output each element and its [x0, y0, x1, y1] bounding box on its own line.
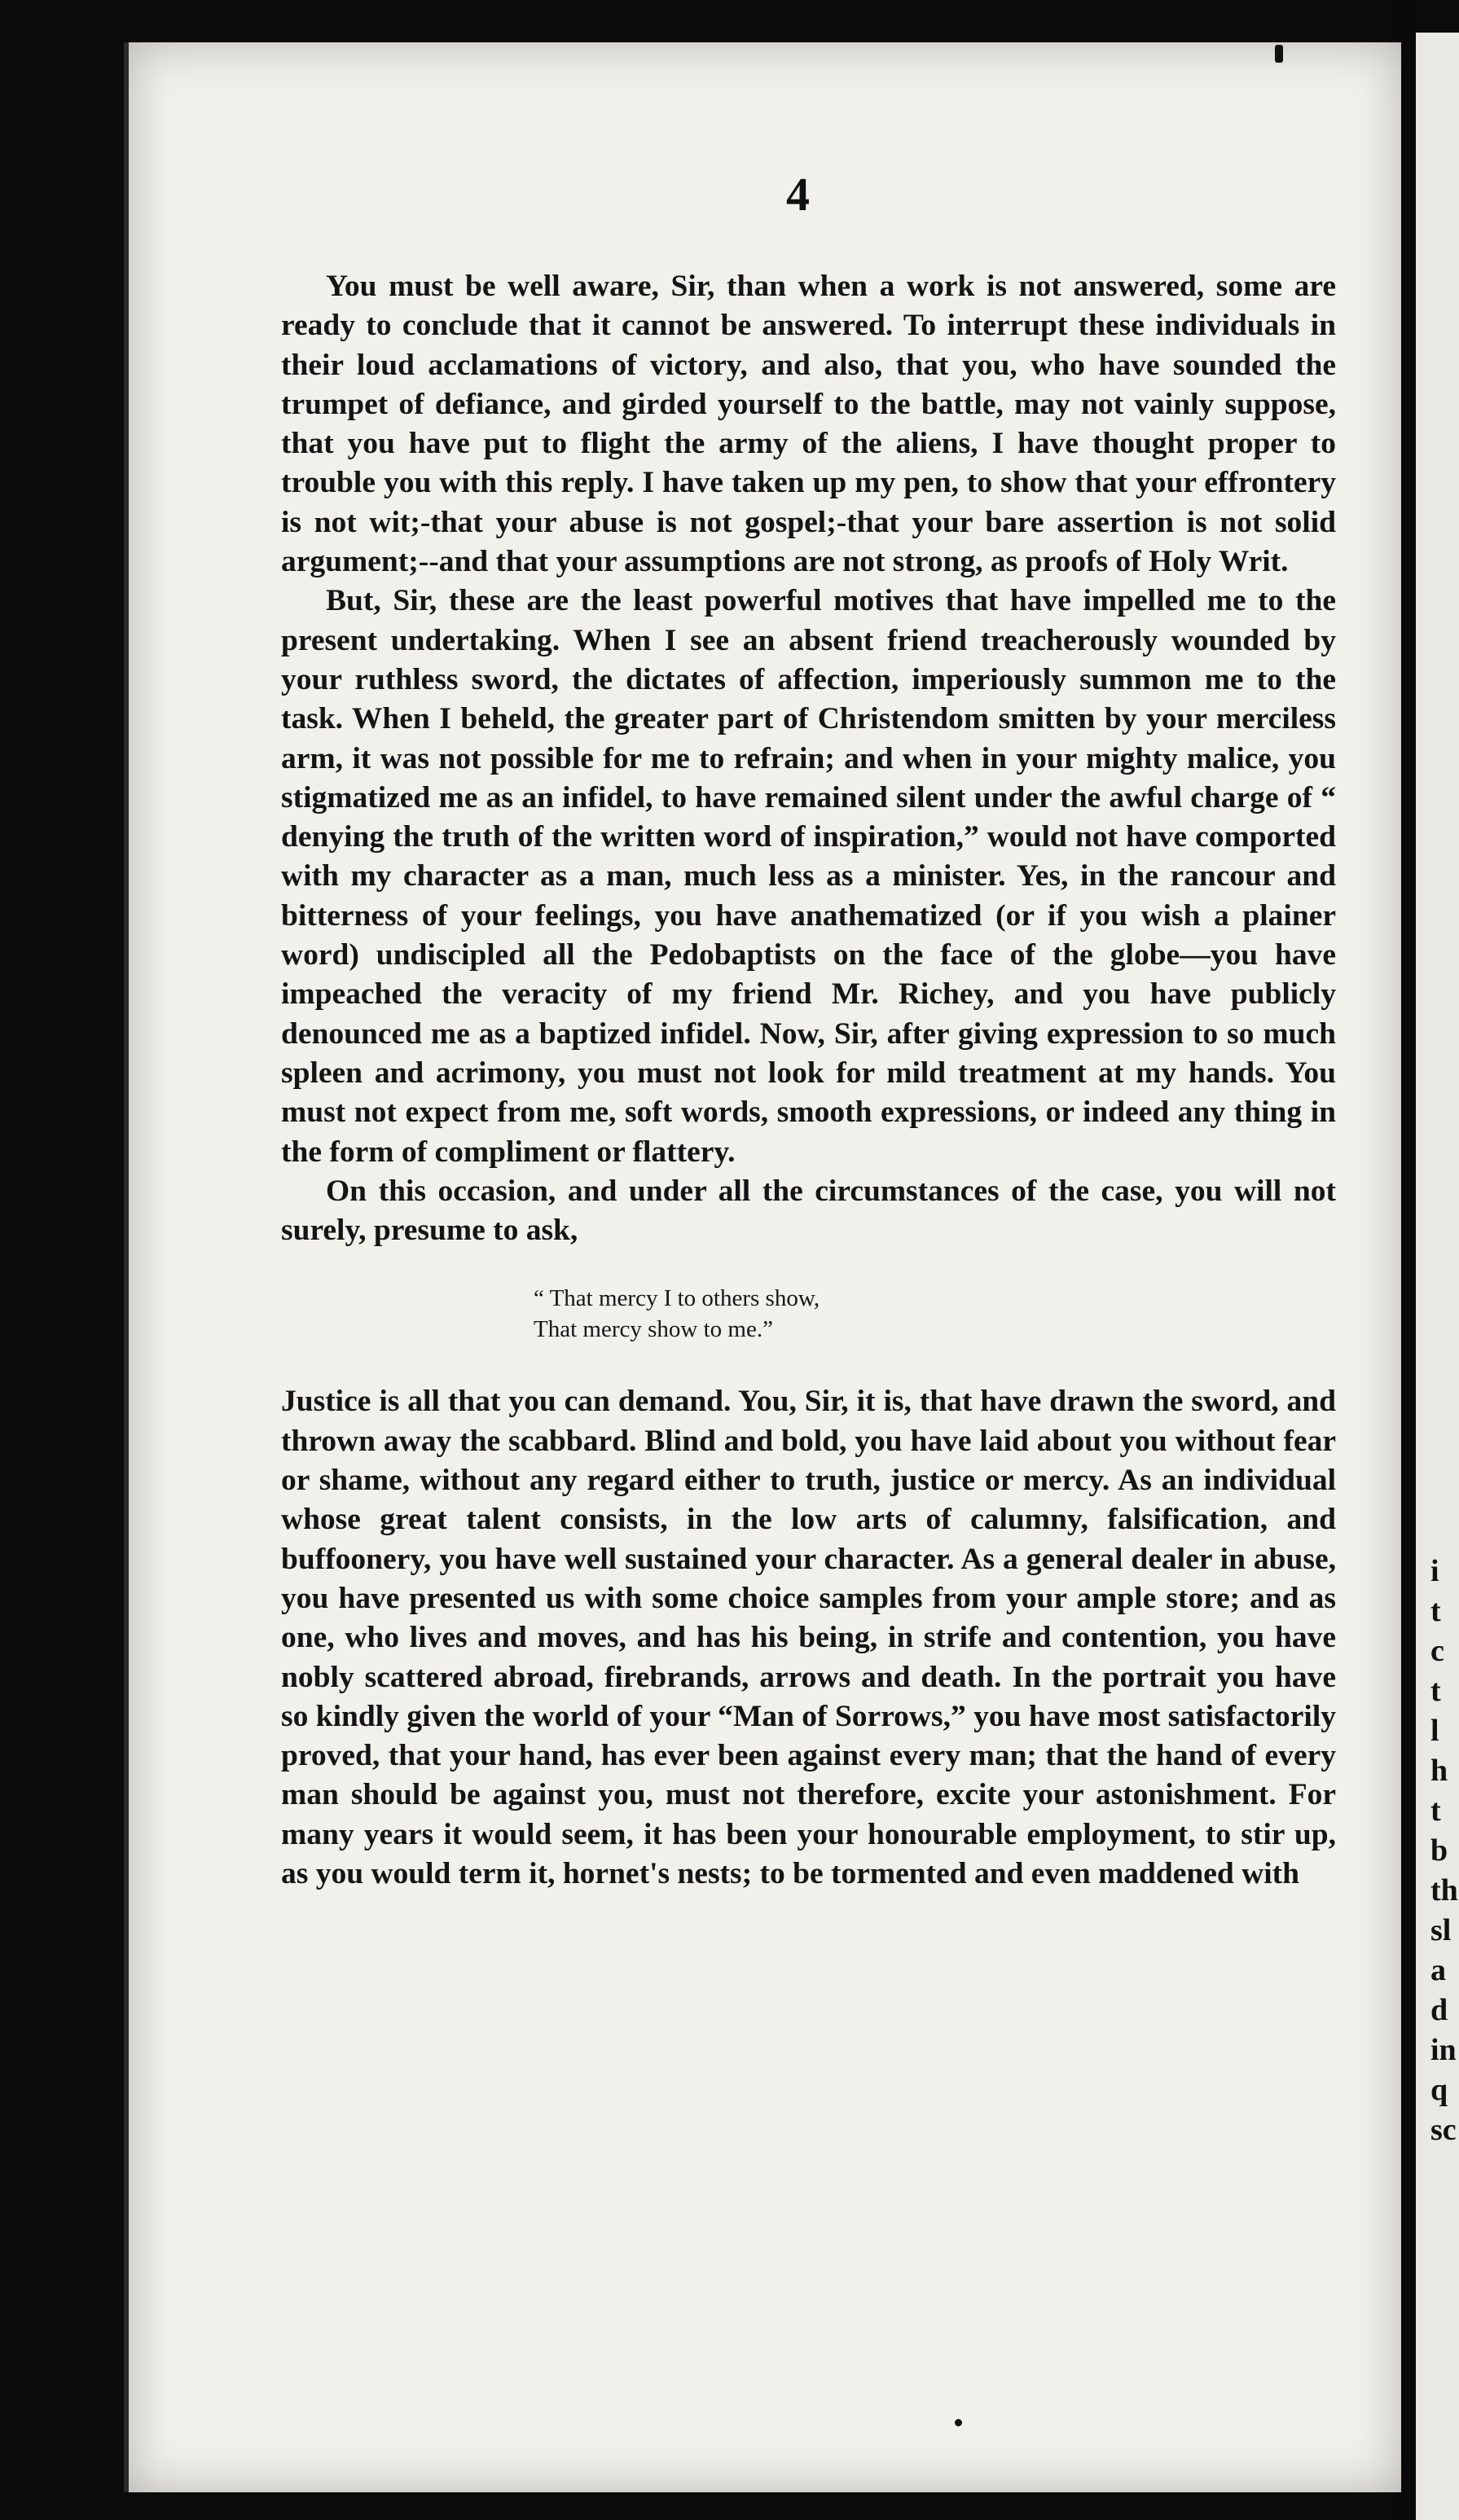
adjacent-page-fragment: d	[1430, 1993, 1448, 2027]
paragraph-1: You must be well aware, Sir, than when a work is not answered, some are ready to conclude that it cannot be answered. To interrupt these individuals in their loud acclamations of victory, and also, that you, who have sounded the trumpet of defiance, and girded yourself to the battle, may not vainly suppose, that you have put to flight the army of the aliens, I have thought proper to trouble you with this reply. I have taken up my pen, to show that your effrontery is not wit;-that your abuse is not gospel;-that your bare assertion is not solid argument;--and that your assumptions are not strong, as proofs of Holy Writ.	[281, 270, 1336, 579]
body-text	[281, 267, 1336, 1894]
adjacent-page-fragment: h	[1430, 1754, 1448, 1788]
adjacent-page-fragment: q	[1430, 2073, 1448, 2107]
verse-quotation	[534, 1283, 1336, 1345]
adjacent-page-fragment: th	[1430, 1873, 1458, 1908]
adjacent-page-fragment: t	[1430, 1594, 1441, 1628]
ink-speck	[1275, 45, 1283, 63]
adjacent-page-fragment: b	[1430, 1833, 1448, 1868]
paragraph-4: Justice is all that you can demand. You, Sir, it is, that have drawn the sword, and thrown away the scabbard. Blind and bold, you have laid about you without fear or shame, without any regard either to truth, justice or mercy. As an individual whose great talent consists, in the low arts of calumny, falsification, and buffoonery, you have well sustained your character. As a general dealer in abuse, you have presented us with some choice samples from your ample store; and as one, who lives and moves, and has his being, in strife and contention, you have nobly scattered abroad, firebrands, arrows and death. In the portrait you have so kindly given the world of your “Man of Sorrows,” you have most satisfactorily proved, that your hand, has ever been against every man; that the hand of every man should be against you, must not therefore, excite your astonishment. For many years it would seem, it has been your honourable employment, to stir up, as you would term it, hornet's nests; to be tormented and even maddened with	[281, 1385, 1336, 1890]
adjacent-page-fragment: t	[1430, 1793, 1441, 1828]
adjacent-page-fragment: c	[1430, 1634, 1444, 1668]
paragraph-3: On this occasion, and under all the circumstances of the case, you will not surely, presume to ask,	[281, 1174, 1336, 1248]
adjacent-page-fragment: in	[1430, 2033, 1457, 2067]
ink-speck	[955, 2419, 962, 2426]
adjacent-page-fragment: i	[1430, 1554, 1439, 1588]
adjacent-page-fragment: t	[1430, 1674, 1441, 1708]
adjacent-page-fragment: sc	[1430, 2113, 1457, 2147]
quote-line-1: “ That mercy I to others show,	[534, 1285, 820, 1312]
adjacent-page-fragments	[1430, 1552, 1459, 2150]
paragraph-2: But, Sir, these are the least powerful motives that have impelled me to the present undertaking. When I see an absent friend treacherously wounded by your ruthless sword, the dictates of affection, imperiously summon me to the task. When I beheld, the greater part of Christendom smitten by your merciless arm, it was not possible for me to refrain; and when in your mighty malice, you stigmatized me as an infidel, to have remained silent under the awful charge of “ denying the truth of the written word of inspiration,” would not have comported with my character as a man, much less as a minister. Yes, in the rancour and bitterness of your feelings, you have anathematized (or if you wish a plainer word) undiscipled all the Pedobaptists on the face of the globe—you have impeached the veracity of my friend Mr. Richey, and you have publicly denounced me as a baptized infidel. Now, Sir, after giving expression to so much spleen and acrimony, you must not look for mild treatment at my hands. You must not expect from me, soft words, smooth expressions, or indeed any thing in the form of compliment or flattery.	[281, 584, 1336, 1169]
adjacent-page-fragment: sl	[1430, 1913, 1452, 1947]
adjacent-page-fragment: a	[1430, 1953, 1446, 1987]
quote-line-2: That mercy show to me.”	[534, 1316, 773, 1343]
page-number: 4	[786, 168, 810, 221]
adjacent-page-fragment: l	[1430, 1714, 1439, 1748]
